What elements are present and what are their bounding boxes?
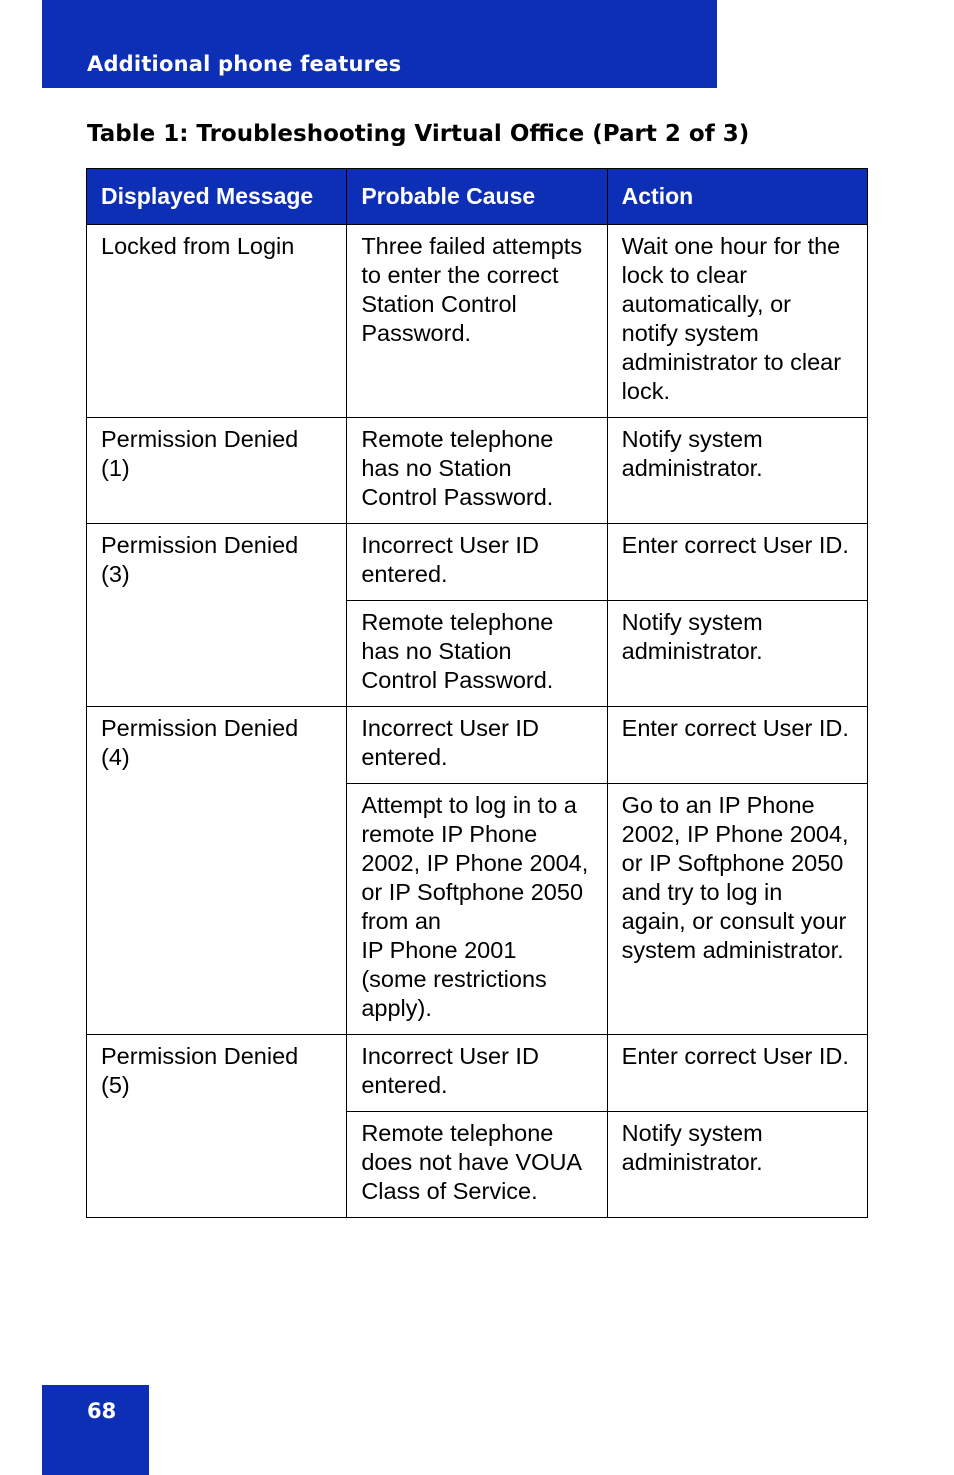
cell-line: administrator. bbox=[621, 1149, 763, 1175]
cell-line: remote IP Phone bbox=[361, 821, 538, 847]
cell-line: Incorrect User ID bbox=[361, 1043, 539, 1069]
message-cell bbox=[87, 524, 347, 707]
cell-line: Permission Denied bbox=[101, 426, 299, 452]
table-body bbox=[87, 225, 868, 1218]
cell-line: Permission Denied bbox=[101, 1043, 299, 1069]
cell-line: does not have VOUA bbox=[361, 1149, 583, 1175]
cell-line: Class of Service. bbox=[361, 1178, 538, 1204]
cell-line: entered. bbox=[361, 1072, 448, 1098]
cell-line: or IP Softphone 2050 bbox=[361, 879, 584, 905]
section-title: Additional phone features bbox=[87, 52, 402, 76]
action-cell bbox=[607, 225, 867, 418]
action-cell bbox=[607, 1112, 867, 1218]
cell-line: (5) bbox=[101, 1072, 130, 1098]
table-header-row bbox=[87, 169, 868, 225]
cell-line: notify system bbox=[621, 320, 759, 346]
cell-line: (some restrictions bbox=[361, 966, 547, 992]
action-cell bbox=[607, 418, 867, 524]
cell-line: and try to log in bbox=[621, 879, 783, 905]
cell-line: Permission Denied bbox=[101, 532, 299, 558]
cell-line: system administrator. bbox=[621, 937, 844, 963]
cell-line: administrator to clear bbox=[621, 349, 842, 375]
cell-line: IP Phone 2001 bbox=[361, 937, 517, 963]
page-number-box bbox=[42, 1385, 149, 1475]
cell-line: (4) bbox=[101, 744, 130, 770]
cell-line: Remote telephone bbox=[361, 1120, 554, 1146]
cell-line: 2002, IP Phone 2004, bbox=[621, 821, 849, 847]
cell-line: Notify system bbox=[621, 609, 763, 635]
cell-line: 2002, IP Phone 2004, bbox=[361, 850, 589, 876]
message-cell bbox=[87, 225, 347, 418]
cell-line: Three failed attempts bbox=[361, 233, 583, 259]
cell-line: Incorrect User ID bbox=[361, 715, 539, 741]
cell-line: Control Password. bbox=[361, 484, 554, 510]
cause-cell bbox=[347, 225, 607, 418]
table-row bbox=[87, 418, 868, 524]
cell-line: Notify system bbox=[621, 1120, 763, 1146]
cell-line: automatically, or bbox=[621, 291, 792, 317]
cause-cell bbox=[347, 1112, 607, 1218]
cell-line: or IP Softphone 2050 bbox=[621, 850, 844, 876]
cell-line: Permission Denied bbox=[101, 715, 299, 741]
page-number: 68 bbox=[87, 1399, 117, 1423]
action-cell bbox=[607, 1035, 867, 1112]
cell-line: Notify system bbox=[621, 426, 763, 452]
cell-line: Go to an IP Phone bbox=[621, 792, 815, 818]
table-row bbox=[87, 1035, 868, 1112]
cell-line: Password. bbox=[361, 320, 472, 346]
cell-line: Enter correct User ID. bbox=[621, 715, 849, 741]
cell-line: has no Station bbox=[361, 638, 512, 664]
column-header-probable-cause: Probable Cause bbox=[347, 169, 607, 225]
cell-line: to enter the correct bbox=[361, 262, 559, 288]
header-bar bbox=[42, 0, 717, 88]
cell-line: entered. bbox=[361, 561, 448, 587]
message-cell bbox=[87, 1035, 347, 1218]
action-cell bbox=[607, 784, 867, 1035]
cell-line: Attempt to log in to a bbox=[361, 792, 577, 818]
cell-line: (3) bbox=[101, 561, 130, 587]
cell-line: (1) bbox=[101, 455, 130, 481]
action-cell bbox=[607, 707, 867, 784]
cause-cell bbox=[347, 601, 607, 707]
table-row bbox=[87, 707, 868, 784]
action-cell bbox=[607, 601, 867, 707]
cell-line: Enter correct User ID. bbox=[621, 1043, 849, 1069]
cell-line: entered. bbox=[361, 744, 448, 770]
troubleshooting-table bbox=[86, 168, 868, 1218]
cell-line: Remote telephone bbox=[361, 609, 554, 635]
cell-line: Remote telephone bbox=[361, 426, 554, 452]
cell-line: Locked from Login bbox=[101, 233, 295, 259]
cause-cell bbox=[347, 784, 607, 1035]
cell-line: lock. bbox=[621, 378, 670, 404]
cell-line: again, or consult your bbox=[621, 908, 847, 934]
cell-line: lock to clear bbox=[621, 262, 748, 288]
cell-line: Enter correct User ID. bbox=[621, 532, 849, 558]
cell-line: from an bbox=[361, 908, 441, 934]
cell-line: apply). bbox=[361, 995, 432, 1021]
column-header-displayed-message: Displayed Message bbox=[87, 169, 347, 225]
cell-line: Control Password. bbox=[361, 667, 554, 693]
table-caption: Table 1: Troubleshooting Virtual Office (Part 2 of 3) bbox=[87, 121, 750, 147]
cause-cell bbox=[347, 707, 607, 784]
message-cell bbox=[87, 418, 347, 524]
table-row bbox=[87, 524, 868, 601]
message-cell bbox=[87, 707, 347, 1035]
cell-line: Wait one hour for the bbox=[621, 233, 841, 259]
cause-cell bbox=[347, 1035, 607, 1112]
cell-line: has no Station bbox=[361, 455, 512, 481]
cell-line: Station Control bbox=[361, 291, 517, 317]
column-header-action: Action bbox=[607, 169, 867, 225]
cause-cell bbox=[347, 524, 607, 601]
cause-cell bbox=[347, 418, 607, 524]
cell-line: administrator. bbox=[621, 638, 763, 664]
cell-line: administrator. bbox=[621, 455, 763, 481]
table-row bbox=[87, 225, 868, 418]
cell-line: Incorrect User ID bbox=[361, 532, 539, 558]
action-cell bbox=[607, 524, 867, 601]
